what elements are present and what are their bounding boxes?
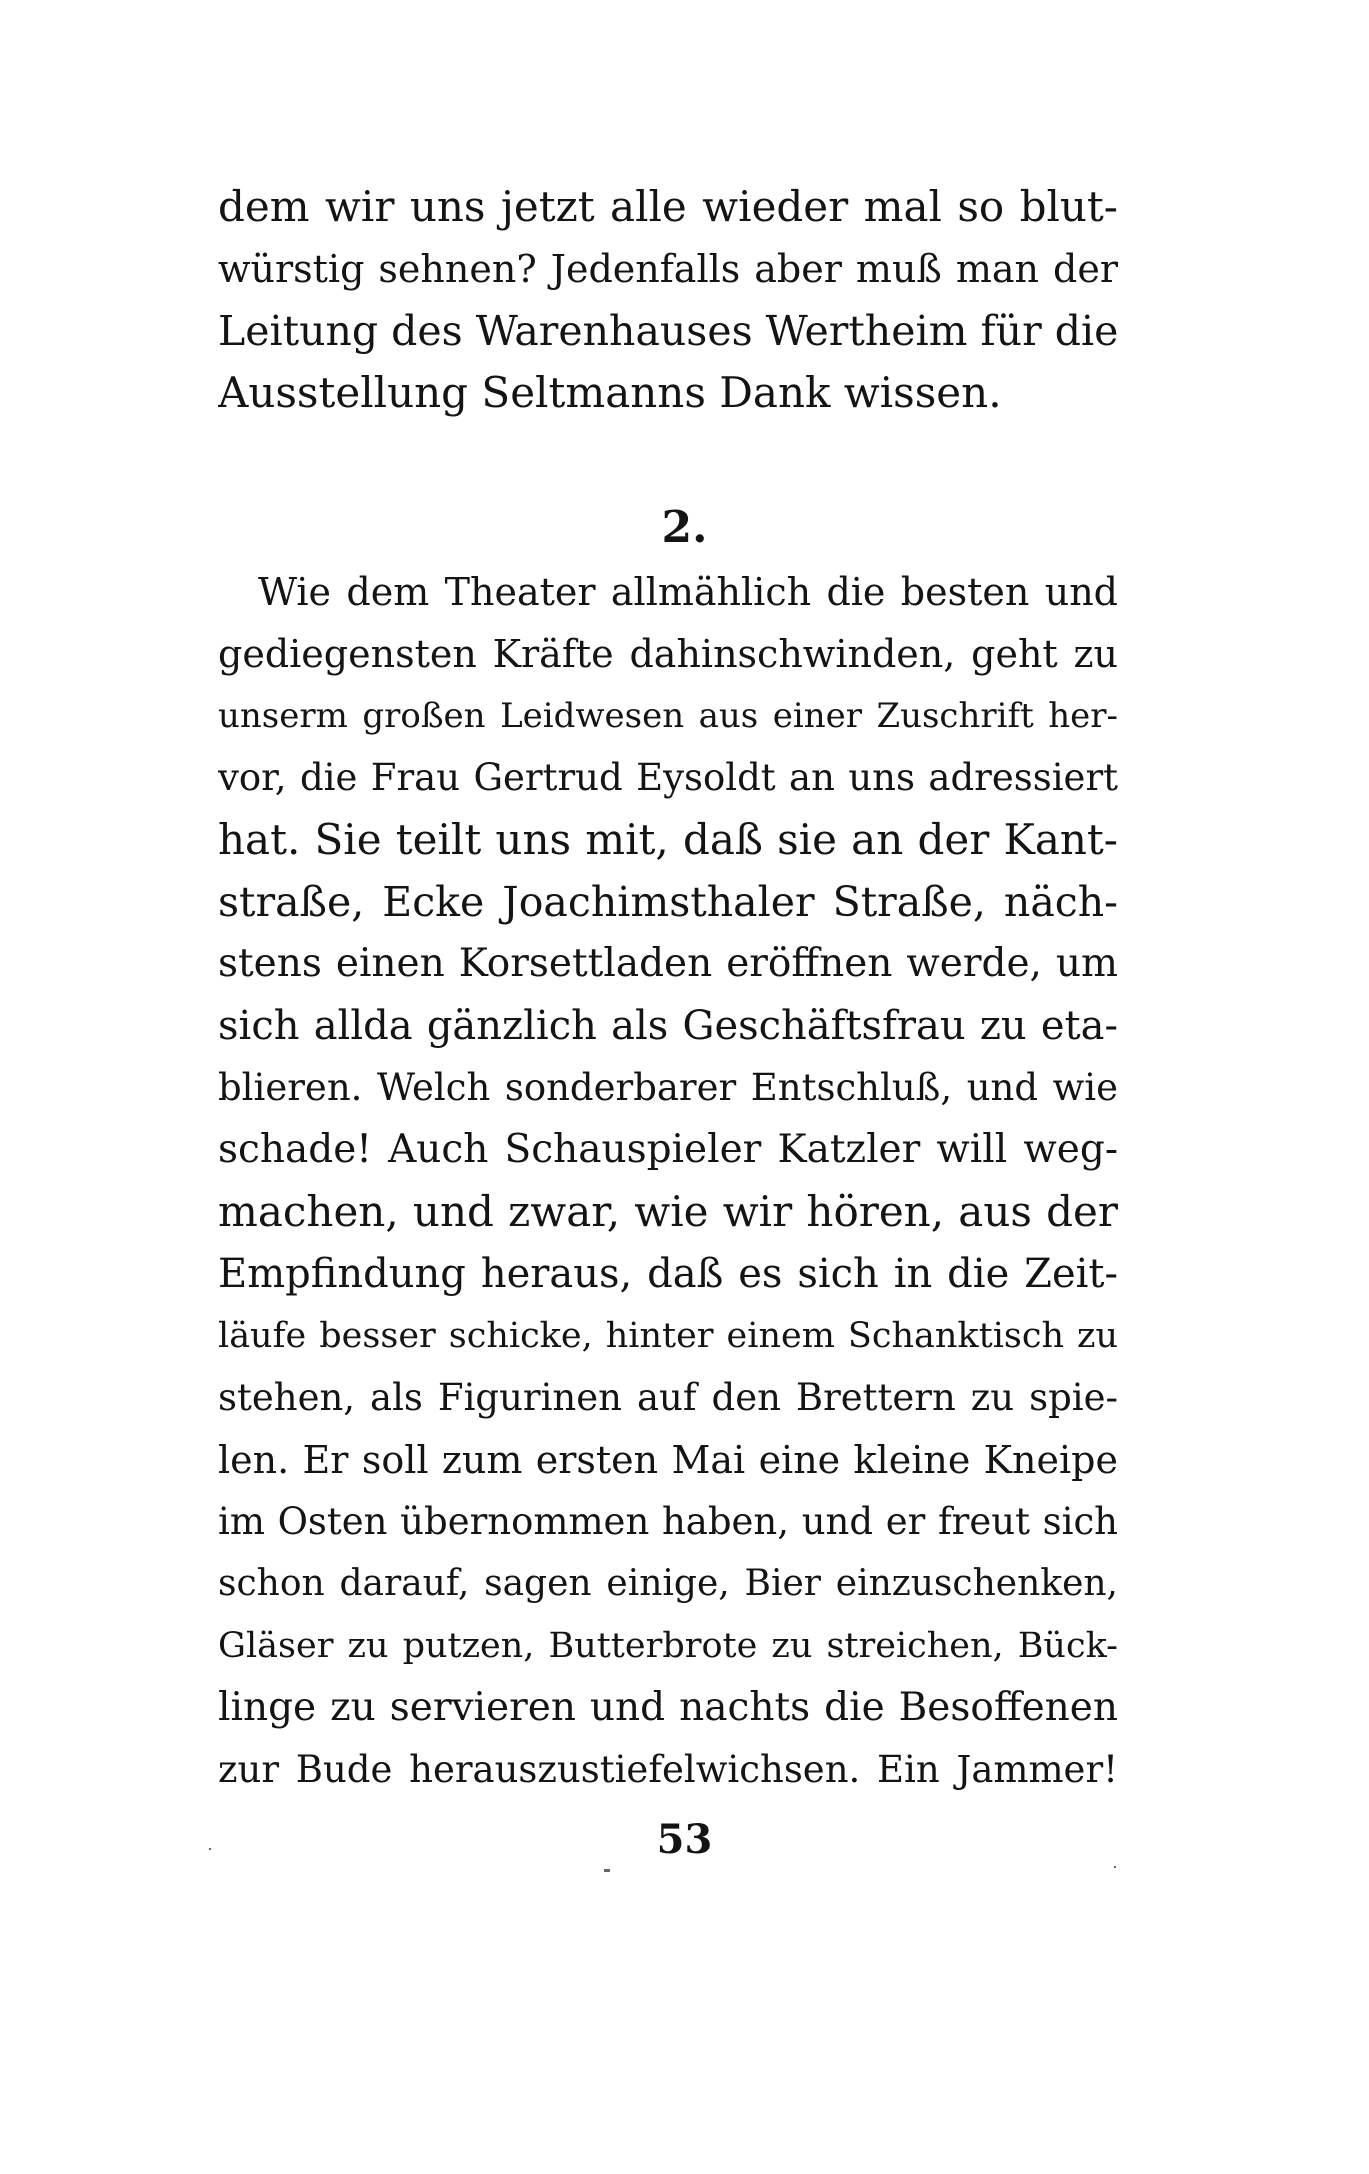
scan-speck [1114,1866,1116,1868]
text-line: sich allda gänzlich als Geschäftsfrau zu eta- [218,1003,1118,1049]
text-line: straße, Ecke Joachimsthaler Straße, näch- [218,878,1118,926]
text-line: läufe besser schicke, hinter einem Schanktisch zu [218,1316,1118,1356]
text-line: würstig sehnen? Jedenfalls aber muß man der [218,247,1118,291]
page-number: 53 [656,1816,713,1863]
text-line: stens einen Korsettladen eröffnen werde, um [218,941,1118,986]
text-line: Wie dem Theater allmählich die besten und [258,570,1118,614]
text-line: blieren. Welch sonderbarer Entschluß, und wie [218,1066,1118,1109]
text-line: Ausstellung Seltmanns Dank wissen. [218,368,1002,417]
text-line: Empfindung heraus, daß es sich in die Zeit- [218,1251,1118,1297]
text-line: im Osten übernommen haben, und er freut sich [218,1500,1118,1543]
section-paragraph [218,561,1118,1801]
text-line: stehen, als Figurinen auf den Brettern zu spie- [218,1376,1118,1419]
top-paragraph [218,176,1118,424]
text-line: dem wir uns jetzt alle wieder mal so blut- [218,182,1118,231]
text-line: unserm großen Leidwesen aus einer Zuschrift her- [218,696,1118,736]
text-line: hat. Sie teilt uns mit, daß sie an der Kant- [218,815,1118,864]
text-line: schade! Auch Schauspieler Katzler will weg- [218,1127,1118,1172]
text-line: linge zu servieren und nachts die Besoffenen [218,1685,1118,1730]
scan-speck [209,1848,211,1850]
text-line: zur Bude herauszustiefelwichsen. Ein Jammer! [218,1748,1118,1791]
scan-speck [604,1869,610,1872]
text-line: schon darauf, sagen einige, Bier einzuschenken, [218,1563,1118,1604]
text-line: gediegensten Kräfte dahinschwinden, geht zu [218,632,1118,676]
text-line: Gläser zu putzen, Butterbrote zu streichen, Bück- [218,1626,1118,1666]
text-line: vor, die Frau Gertrud Eysoldt an uns adressiert [218,756,1118,799]
text-line: machen, und zwar, wie wir hören, aus der [218,1187,1118,1236]
text-line: Leitung des Warenhauses Wertheim für die [218,307,1118,355]
text-line: len. Er soll zum ersten Mai eine kleine Kneipe [218,1438,1118,1482]
section-number: 2. [661,502,708,553]
